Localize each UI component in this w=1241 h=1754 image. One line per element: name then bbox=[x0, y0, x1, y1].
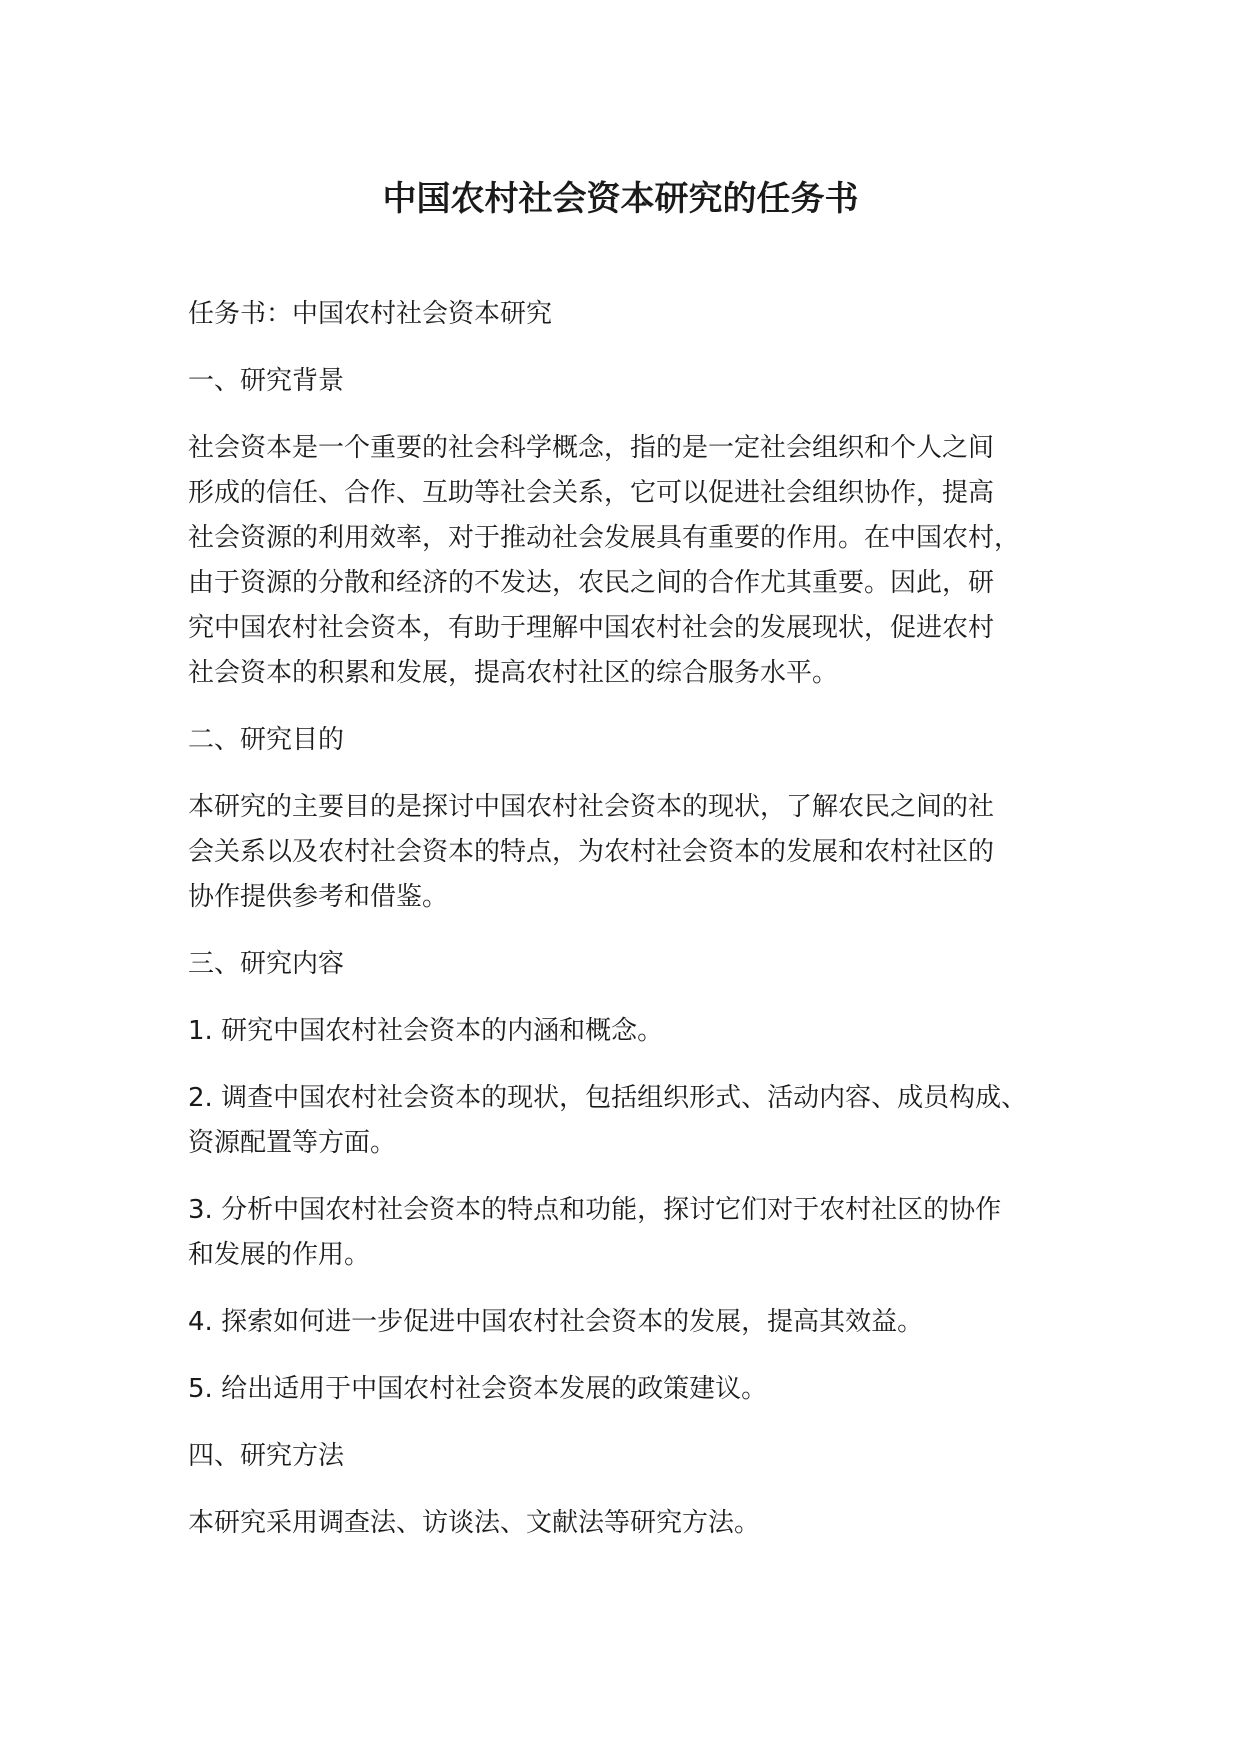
section-heading-background: 一、研究背景 bbox=[188, 366, 345, 396]
section-heading-purpose: 二、研究目的 bbox=[188, 725, 345, 755]
task-statement: 任务书：中国农村社会资本研究 bbox=[188, 299, 553, 329]
purpose-paragraph: 本研究的主要目的是探讨中国农村社会资本的现状，了解农民之间的社 会关系以及农村社会资本的特点，为农村社会资本的发展和农村社区的 协作提供参考和借鉴。 bbox=[188, 792, 995, 912]
document-body bbox=[188, 292, 1068, 1568]
background-paragraph: 社会资本是一个重要的社会科学概念，指的是一定社会组织和个人之间 形成的信任、合作、互助等社会关系，它可以促进社会组织协作，提高 社会资源的利用效率，对于推动社会发展具有重要的作用。在中国农村， 由于资源的分散和经济的不发达，农民之间的合作尤其重要。因此，研 究中国农村社会资本，有助于理解中国农村社会的发展现状，促进农村 社会资本的积累和发展，提高农村社区的综合服务水平。 bbox=[188, 433, 1021, 688]
content-item-3: 3. 分析中国农村社会资本的特点和功能，探讨它们对于农村社区的协作 和发展的作用。 bbox=[188, 1195, 1002, 1270]
section-heading-methods: 四、研究方法 bbox=[188, 1441, 345, 1471]
content-item-1: 1. 研究中国农村社会资本的内涵和概念。 bbox=[188, 1016, 664, 1046]
methods-paragraph: 本研究采用调查法、访谈法、文献法等研究方法。 bbox=[188, 1508, 761, 1538]
document-title: 中国农村社会资本研究的任务书 bbox=[382, 179, 859, 219]
section-heading-content: 三、研究内容 bbox=[188, 949, 345, 979]
content-item-2: 2. 调查中国农村社会资本的现状，包括组织形式、活动内容、成员构成、 资源配置等方面。 bbox=[188, 1083, 1028, 1158]
content-item-4: 4. 探索如何进一步促进中国农村社会资本的发展，提高其效益。 bbox=[188, 1307, 924, 1337]
content-item-5: 5. 给出适用于中国农村社会资本发展的政策建议。 bbox=[188, 1374, 768, 1404]
